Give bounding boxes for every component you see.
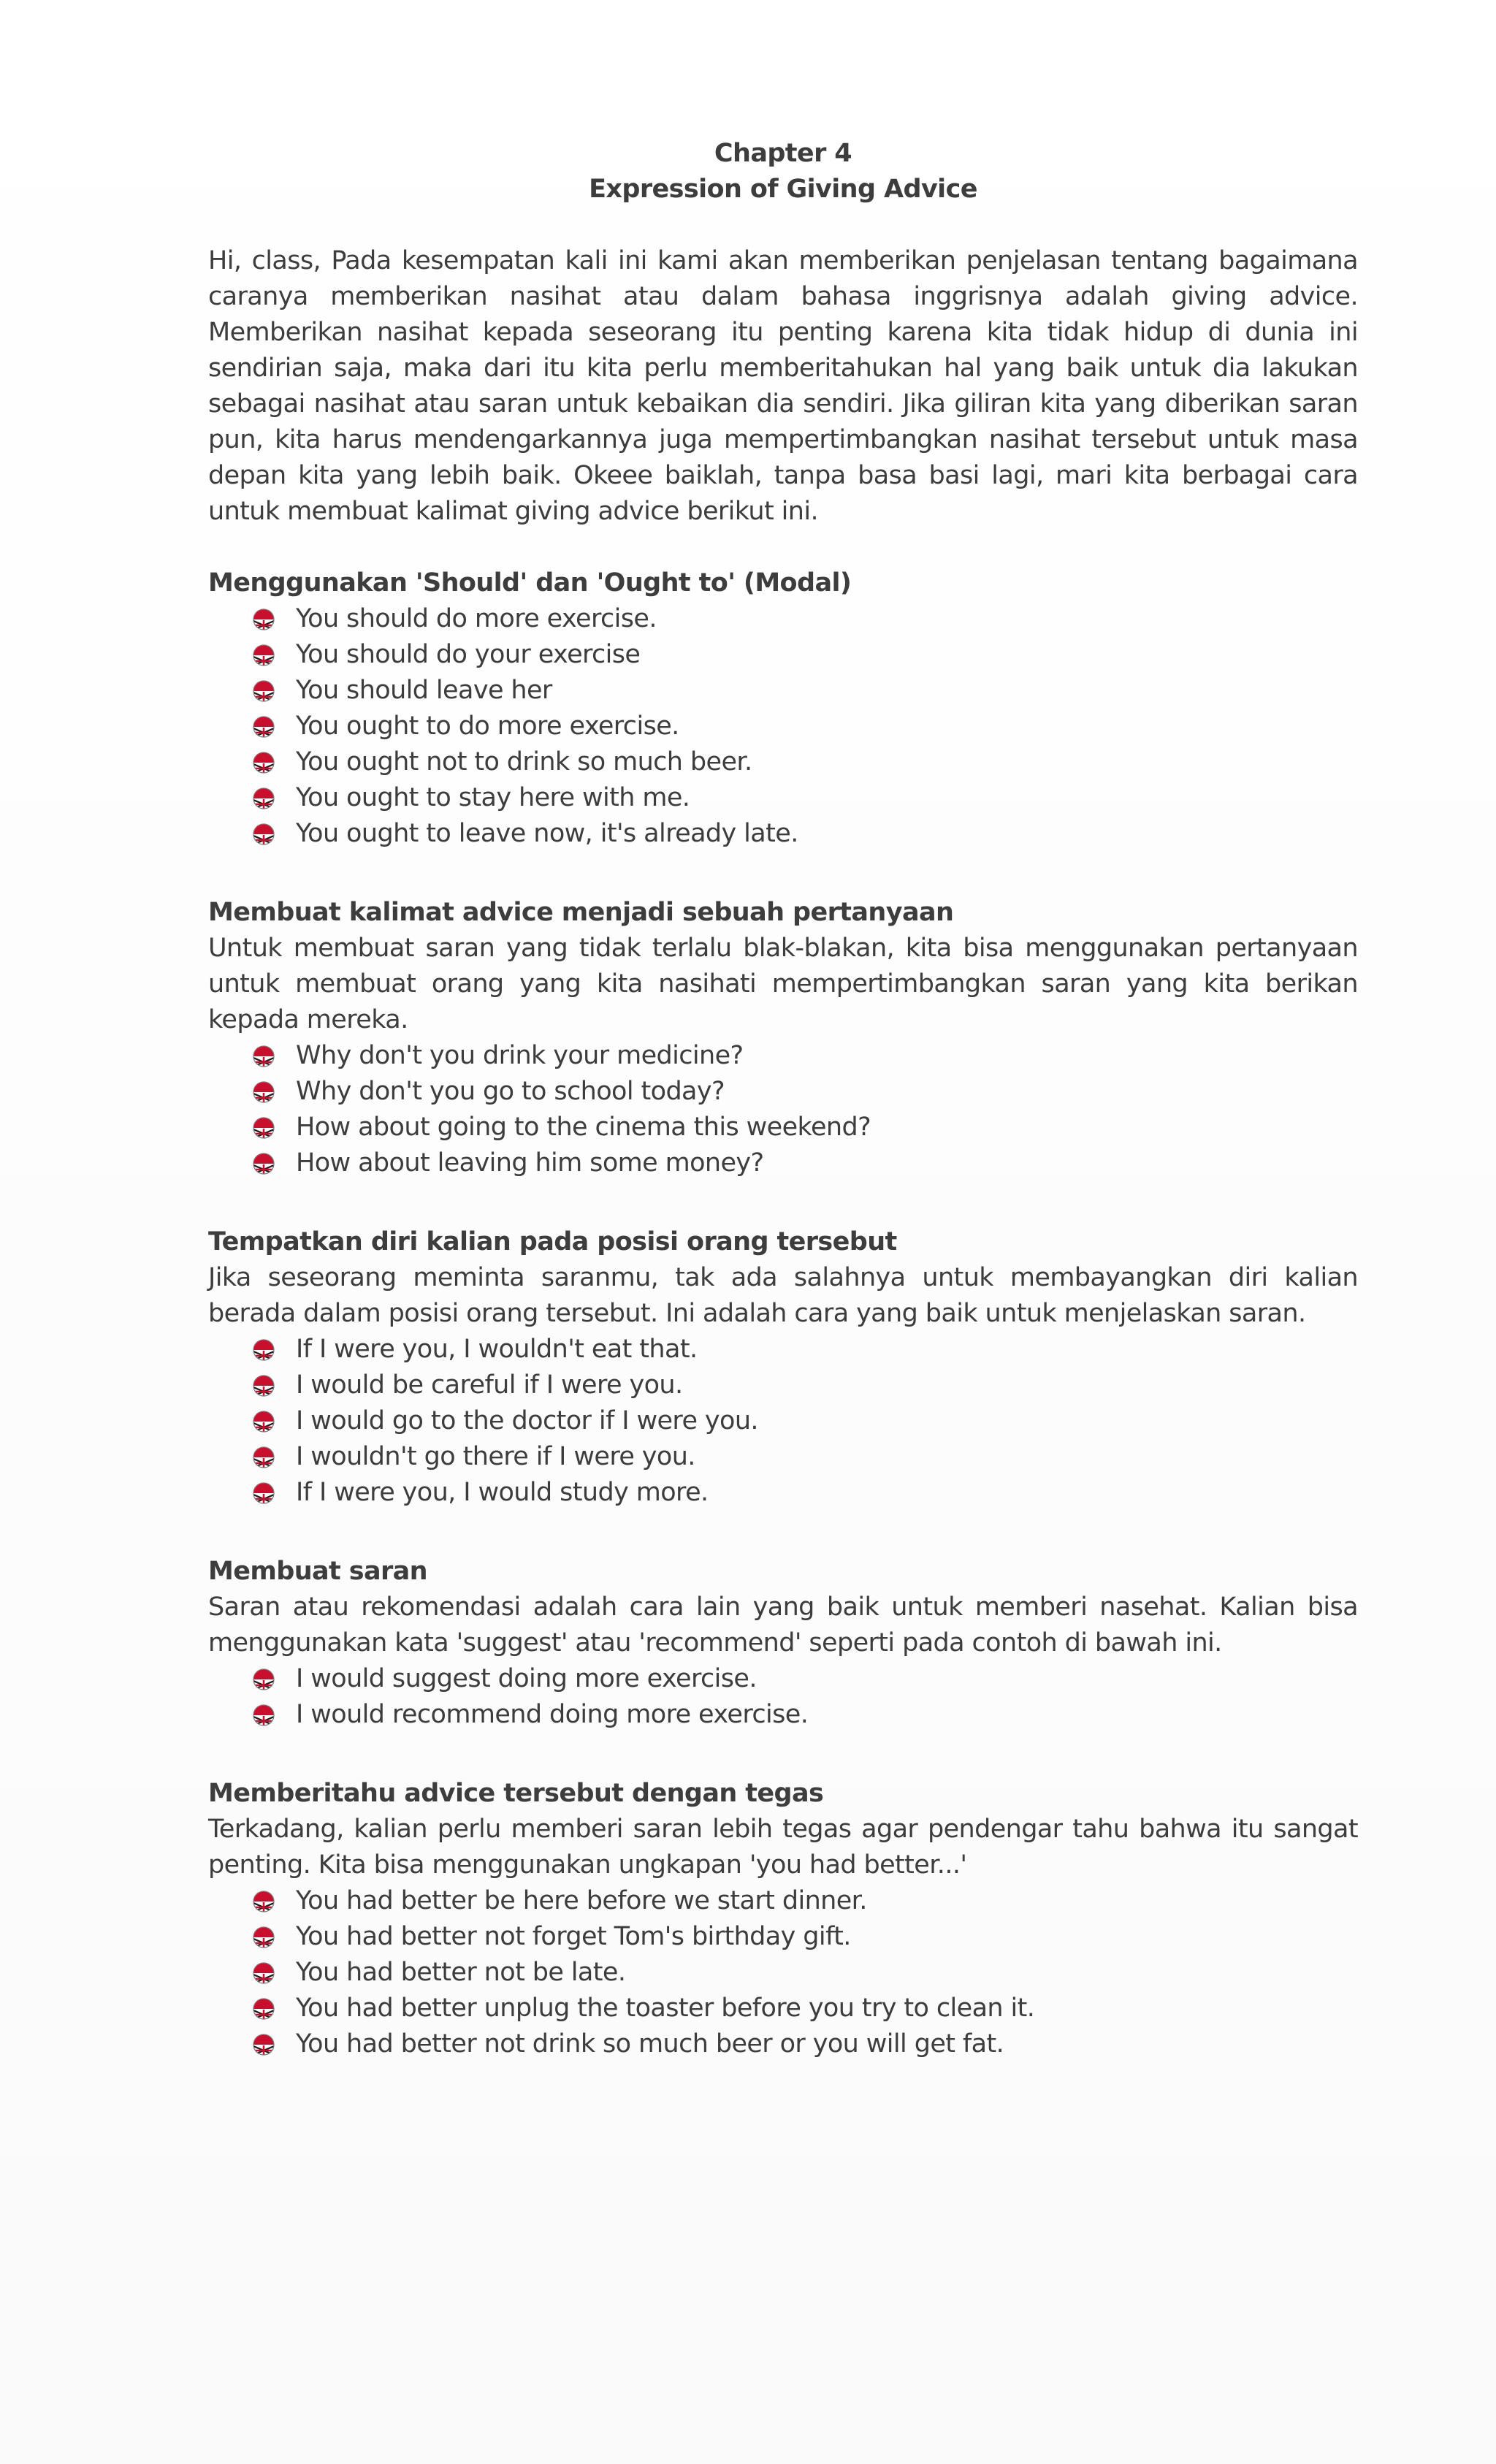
red-white-flag-bullet-icon <box>252 1446 275 1469</box>
section-2 <box>208 895 1358 1181</box>
example-list <box>208 1883 1358 2062</box>
red-white-flag-bullet-icon <box>252 1116 275 1140</box>
section-description: Terkadang, kalian perlu memberi saran lebih tegas agar pendengar tahu bahwa itu sangat penting. Kita bisa menggunakan ungkapan 'you had better...' <box>208 1815 1358 1880</box>
example-list <box>208 1332 1358 1511</box>
example-text: You ought to leave now, it's already late. <box>296 819 798 848</box>
example-text: You had better not forget Tom's birthday gift. <box>296 1922 851 1951</box>
red-white-flag-bullet-icon <box>252 1890 275 1913</box>
example-text: Why don't you go to school today? <box>296 1077 725 1106</box>
example-item <box>208 1991 1358 2026</box>
red-white-flag-bullet-icon <box>252 1704 275 1727</box>
red-white-flag-bullet-icon <box>252 715 275 739</box>
red-white-flag-bullet-icon <box>252 608 275 631</box>
example-list <box>208 1038 1358 1181</box>
example-item <box>208 744 1358 780</box>
example-text: You should leave her <box>296 676 552 705</box>
section-description: Saran atau rekomendasi adalah cara lain yang baik untuk memberi nasehat. Kalian bisa menggunakan kata 'suggest' atau 'recommend' seperti pada contoh di bawah ini. <box>208 1593 1358 1658</box>
intro-paragraph: Hi, class, Pada kesempatan kali ini kami akan memberikan penjelasan tentang bagaimana caranya memberikan nasihat atau dalam bahasa inggrisnya adalah giving advice. Memberikan nasihat kepada seseorang itu penting karena kita tidak hidup di dunia ini sendirian saja, maka dari itu kita perlu memberitahukan hal yang baik untuk dia lakukan sebagai nasihat atau saran untuk kebaikan dia sendiri. Jika giliran kita yang diberikan saran pun, kita harus mendengarkannya juga mempertimbangkan nasihat tersebut untuk masa depan kita yang lebih baik. Okeee baiklah, tanpa basa basi lagi, mari kita berbagai cara untuk membuat kalimat giving advice berikut ini. <box>208 246 1358 526</box>
example-item <box>208 1145 1358 1181</box>
example-item <box>208 1661 1358 1697</box>
section-title: Tempatkan diri kalian pada posisi orang tersebut <box>208 1227 897 1256</box>
example-text: Why don't you drink your medicine? <box>296 1041 744 1070</box>
section-title: Memberitahu advice tersebut dengan tegas <box>208 1779 824 1808</box>
section-title: Membuat saran <box>208 1557 427 1586</box>
red-white-flag-bullet-icon <box>252 1410 275 1433</box>
red-white-flag-bullet-icon <box>252 2033 275 2056</box>
example-item <box>208 1475 1358 1511</box>
example-list <box>208 601 1358 852</box>
section-title: Membuat kalimat advice menjadi sebuah pertanyaan <box>208 898 954 927</box>
example-text: You had better not be late. <box>296 1958 626 1987</box>
red-white-flag-bullet-icon <box>252 787 275 810</box>
example-item <box>208 637 1358 673</box>
example-item <box>208 673 1358 709</box>
red-white-flag-bullet-icon <box>252 1338 275 1362</box>
example-text: You ought to do more exercise. <box>296 712 679 741</box>
sections-container <box>208 565 1358 2062</box>
example-text: I wouldn't go there if I were you. <box>296 1442 695 1471</box>
chapter-title: Expression of Giving Advice <box>589 175 977 204</box>
red-white-flag-bullet-icon <box>252 1481 275 1505</box>
example-item <box>208 1955 1358 1991</box>
example-item <box>208 1110 1358 1145</box>
example-item <box>208 1403 1358 1439</box>
example-text: I would be careful if I were you. <box>296 1370 683 1400</box>
red-white-flag-bullet-icon <box>252 679 275 703</box>
example-list <box>208 1661 1358 1733</box>
section-title: Menggunakan 'Should' dan 'Ought to' (Modal) <box>208 568 852 598</box>
chapter-header <box>208 136 1358 207</box>
example-item <box>208 1883 1358 1919</box>
example-item <box>208 1919 1358 1955</box>
section-5 <box>208 1776 1358 2062</box>
example-item <box>208 816 1358 852</box>
example-item <box>208 1439 1358 1475</box>
example-text: I would recommend doing more exercise. <box>296 1700 809 1729</box>
example-text: You ought to stay here with me. <box>296 783 690 812</box>
example-text: If I were you, I would study more. <box>296 1478 709 1507</box>
example-item <box>208 1697 1358 1733</box>
red-white-flag-bullet-icon <box>252 1045 275 1068</box>
example-text: You had better be here before we start dinner. <box>296 1886 867 1915</box>
red-white-flag-bullet-icon <box>252 823 275 846</box>
red-white-flag-bullet-icon <box>252 1374 275 1397</box>
example-text: How about going to the cinema this weekend? <box>296 1113 871 1142</box>
example-item <box>208 1074 1358 1110</box>
section-4 <box>208 1554 1358 1733</box>
red-white-flag-bullet-icon <box>252 1668 275 1691</box>
example-text: You had better not drink so much beer or you will get fat. <box>296 2029 1004 2059</box>
example-text: I would go to the doctor if I were you. <box>296 1406 758 1435</box>
chapter-number: Chapter 4 <box>714 139 852 168</box>
example-text: You should do your exercise <box>296 640 641 669</box>
red-white-flag-bullet-icon <box>252 751 275 774</box>
red-white-flag-bullet-icon <box>252 1961 275 1985</box>
section-description: Untuk membuat saran yang tidak terlalu blak-blakan, kita bisa menggunakan pertanyaan untuk membuat orang yang kita nasihati mempertimbangkan saran yang kita berikan kepada mereka. <box>208 934 1358 1034</box>
example-text: If I were you, I wouldn't eat that. <box>296 1335 698 1364</box>
example-item <box>208 1038 1358 1074</box>
red-white-flag-bullet-icon <box>252 1926 275 1949</box>
example-text: How about leaving him some money? <box>296 1148 764 1178</box>
red-white-flag-bullet-icon <box>252 644 275 667</box>
example-item <box>208 780 1358 816</box>
example-item <box>208 2026 1358 2062</box>
example-text: You ought not to drink so much beer. <box>296 747 752 777</box>
example-text: I would suggest doing more exercise. <box>296 1664 757 1693</box>
example-item <box>208 709 1358 744</box>
red-white-flag-bullet-icon <box>252 1997 275 2021</box>
section-1 <box>208 565 1358 852</box>
red-white-flag-bullet-icon <box>252 1080 275 1104</box>
example-text: You should do more exercise. <box>296 604 657 633</box>
example-item <box>208 601 1358 637</box>
example-item <box>208 1368 1358 1403</box>
section-3 <box>208 1224 1358 1511</box>
red-white-flag-bullet-icon <box>252 1152 275 1175</box>
document-content <box>208 136 1358 2105</box>
example-text: You had better unplug the toaster before you try to clean it. <box>296 1994 1035 2023</box>
example-item <box>208 1332 1358 1368</box>
section-description: Jika seseorang meminta saranmu, tak ada salahnya untuk membayangkan diri kalian berada dalam posisi orang tersebut. Ini adalah cara yang baik untuk menjelaskan saran. <box>208 1263 1358 1328</box>
